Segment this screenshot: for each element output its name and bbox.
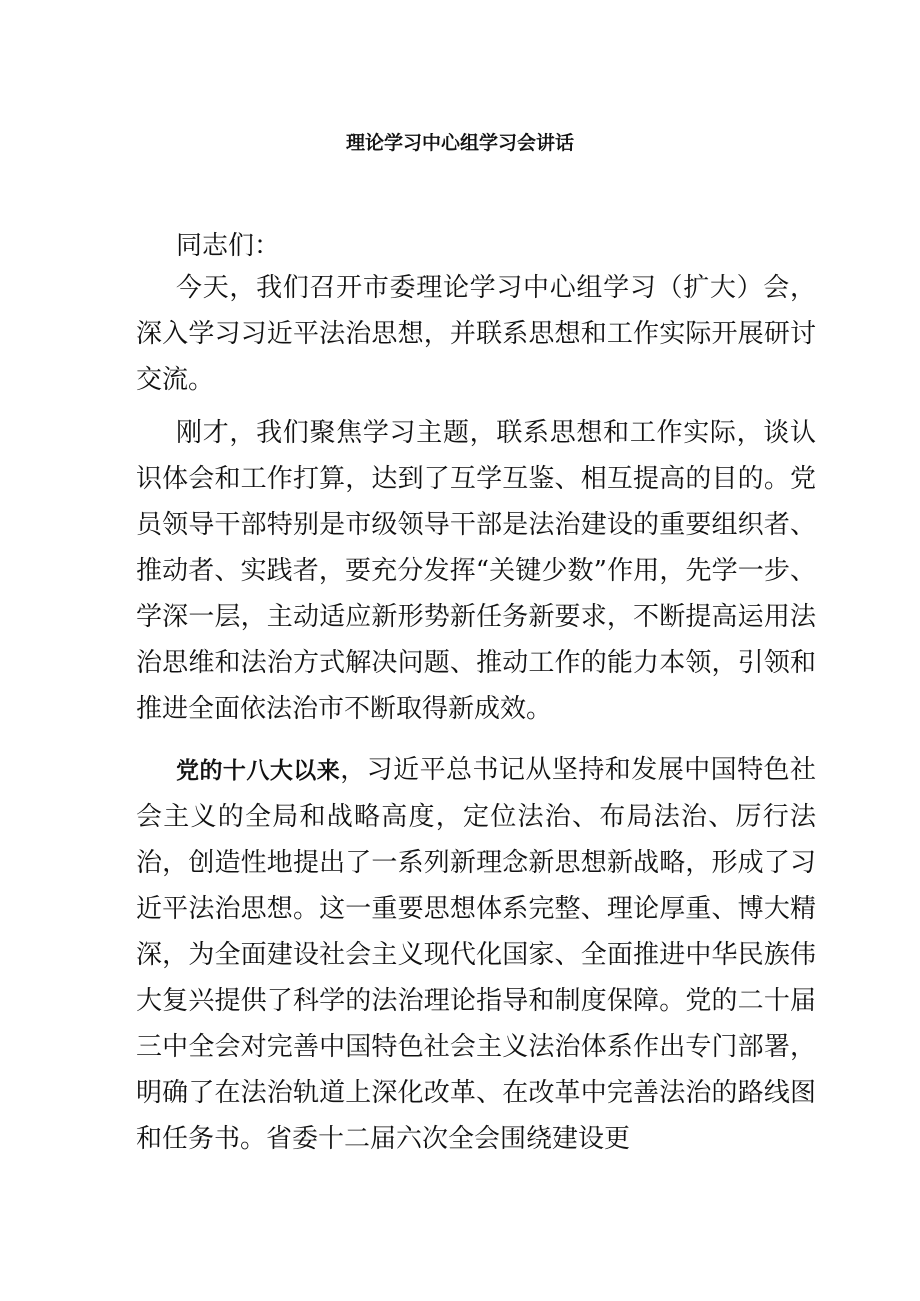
salutation: 同志们： [176, 231, 281, 261]
document-title: 理论学习中心组学习会讲话 [345, 132, 574, 154]
paragraph-lead-phrase: 党的十八大以来 [176, 758, 341, 784]
paragraph-text: ，习近平总书记从坚持和发展中国特色社会主义的全局和战略高度，定位法治、布局法治、厉行法治，创造性地提出了一系列新理念新思想新战略，形成了习近平法治思想。这一重要思想体系完整、理论厚重、博大精深，为全面建设社会主义现代化国家、全面推进中华民族伟大复兴提供了科学的法治理论指导和制度保障。党的二十届三中全会对完善中国特色社会主义法治体系作出专门部署，明确了在法治轨道上深化改革、在改革中完善法治的路线图和任务书。省委十二届六次全会围绕建设更 [136, 755, 816, 1154]
paragraph-opening [136, 265, 816, 403]
paragraph-rule-of-law-thought [136, 747, 816, 1162]
paragraph-discussion-summary [136, 410, 816, 732]
paragraph-text: 刚才，我们聚焦学习主题，联系思想和工作实际，谈认识体会和工作打算，达到了互学互鉴、相互提高的目的。党员领导干部特别是市级领导干部是法治建设的重要组织者、推动者、实践者，要充分发挥“关键少数”作用，先学一步、学深一层，主动适应新形势新任务新要求，不断提高运用法治思维和法治方式解决问题、推动工作的能力本领，引领和推进全面依法治市不断取得新成效。 [136, 418, 816, 724]
paragraph-text: 今天，我们召开市委理论学习中心组学习（扩大）会，深入学习习近平法治思想，并联系思想和工作实际开展研讨交流。 [136, 273, 816, 395]
